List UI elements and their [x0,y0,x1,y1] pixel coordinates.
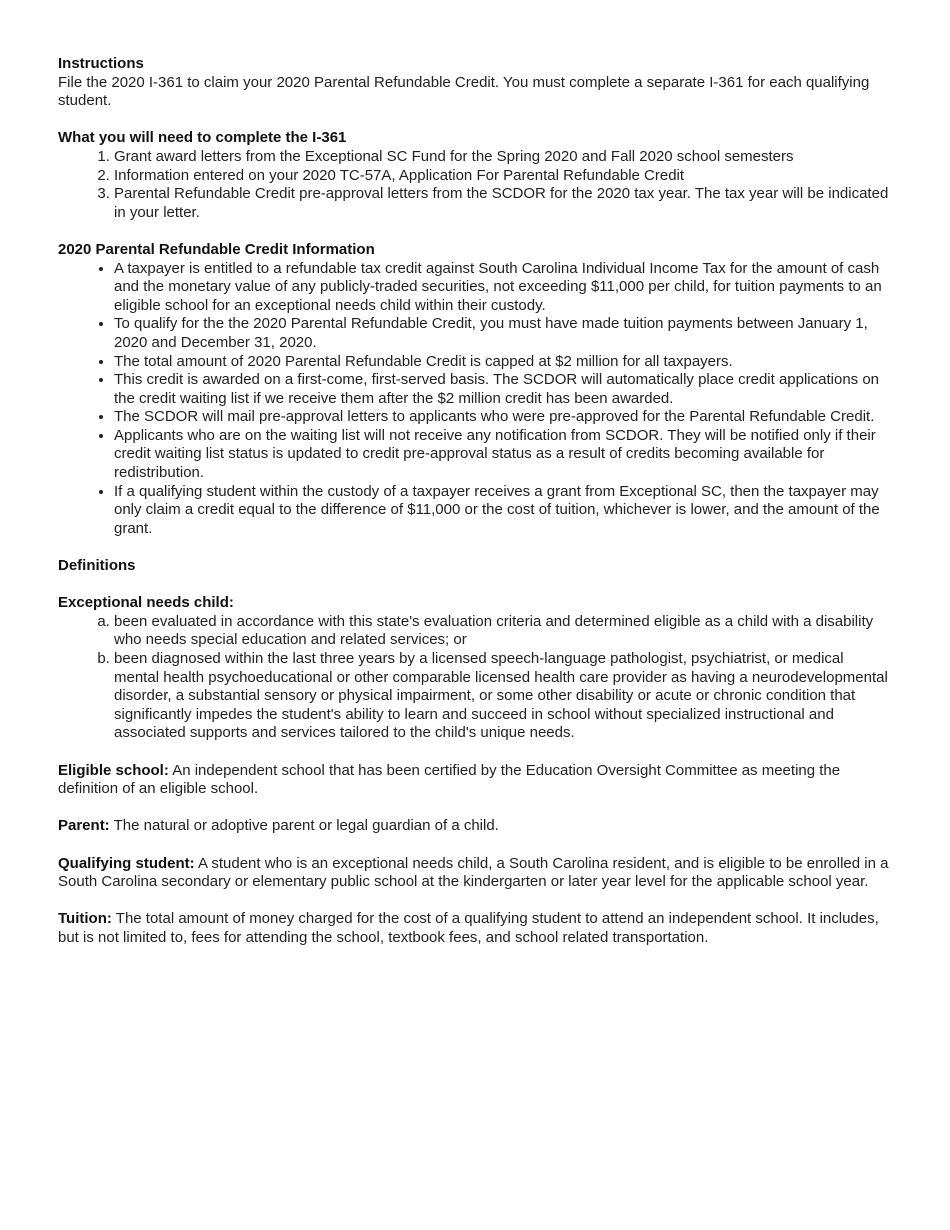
exceptional-needs-term: Exceptional needs child: [58,594,234,612]
list-item: 1. Grant award letters from the Exceptional SC Fund for the Spring 2020 and Fall 2020 school semesters [114,148,892,167]
list-item: • To qualify for the the 2020 Parental Refundable Credit, you must have made tuition payments between January 1, 2020 and December 31, 2020. [114,315,892,352]
definitions-heading: Definitions [58,557,136,575]
tuition-text: The total amount of money charged for the cost of a qualifying student to attend an independent school. It includes, but is not limited to, fees for attending the school, textbook fees, and school related transportation. [58,910,879,946]
list-item: 2. Information entered on your 2020 TC-57A, Application For Parental Refundable Credit [114,167,892,186]
list-item: • The total amount of 2020 Parental Refundable Credit is capped at $2 million for all taxpayers. [114,353,892,372]
tuition-term: Tuition: [58,910,112,928]
eligible-school-term: Eligible school: [58,761,169,779]
parent-definition [58,817,892,836]
eligible-school-text: An independent school that has been certified by the Education Oversight Committee as meeting the definition of an eligible school. [58,761,841,798]
qualifying-student-term: Qualifying student: [58,854,195,872]
list-item: a. been evaluated in accordance with this state's evaluation criteria and determined eligible as a child with a disability who needs special education and related services; or [114,613,892,650]
exceptional-needs-definition [58,594,892,743]
qualifying-student-text: A student who is an exceptional needs child, a South Carolina resident, and is eligible to be enrolled in a South Carolina secondary or elementary public school at the kindergarten or later year level for the applicable school year. [58,854,889,891]
list-item: b. been diagnosed within the last three years by a licensed speech-language pathologist, psychiatrist, or medical mental health psychoeducational or other comparable licensed health care provider as having a neurodevelopmental disorder, a substantial sensory or physical impairment, or some other disability or acute or chronic condition that significantly impedes the student's ability to learn and succeed in school without specialized instructional and associated supports and services tailored to the child's unique needs. [114,650,892,743]
tuition-definition [58,910,892,947]
requirements-section [58,129,892,222]
exceptional-needs-list [58,613,892,743]
parent-term: Parent: [58,817,110,835]
instructions-heading: Instructions [58,55,144,72]
list-item: • This credit is awarded on a first-come, first-served basis. The SCDOR will automatically place credit applications on the credit waiting list if we receive them after the $2 million credit has been awarded. [114,371,892,408]
requirements-heading: What you will need to complete the I-361 [58,129,347,147]
parent-text: The natural or adoptive parent or legal guardian of a child. [113,817,499,835]
eligible-school-definition [58,762,892,799]
instructions-text: File the 2020 I-361 to claim your 2020 Parental Refundable Credit. You must complete a separate I-361 for each qualifying student. [58,73,870,110]
requirements-list [58,148,892,222]
list-item: 3. Parental Refundable Credit pre-approval letters from the SCDOR for the 2020 tax year. The tax year will be indicated in your letter. [114,185,892,222]
list-item: • The SCDOR will mail pre-approval letters to applicants who were pre-approved for the Parental Refundable Credit. [114,408,892,427]
credit-info-heading: 2020 Parental Refundable Credit Information [58,240,375,258]
definitions-heading-block [58,557,892,576]
list-item: • If a qualifying student within the custody of a taxpayer receives a grant from Exceptional SC, then the taxpayer may only claim a credit equal to the difference of $11,000 or the cost of tuition, whichever is lower, and the amount of the grant. [114,483,892,539]
qualifying-student-definition [58,855,892,892]
credit-info-section [58,241,892,539]
list-item: • Applicants who are on the waiting list will not receive any notification from SCDOR. They will be notified only if their credit waiting list status is updated to credit pre-approval status as a result of credits becoming available for redistribution. [114,427,892,483]
instructions-section [58,55,892,111]
credit-info-list [58,260,892,539]
list-item: • A taxpayer is entitled to a refundable tax credit against South Carolina Individual Income Tax for the amount of cash and the monetary value of any publicly-traded securities, not exceeding $11,000 per child, for tuition payments to an eligible school for an exceptional needs child within their custody. [114,260,892,316]
